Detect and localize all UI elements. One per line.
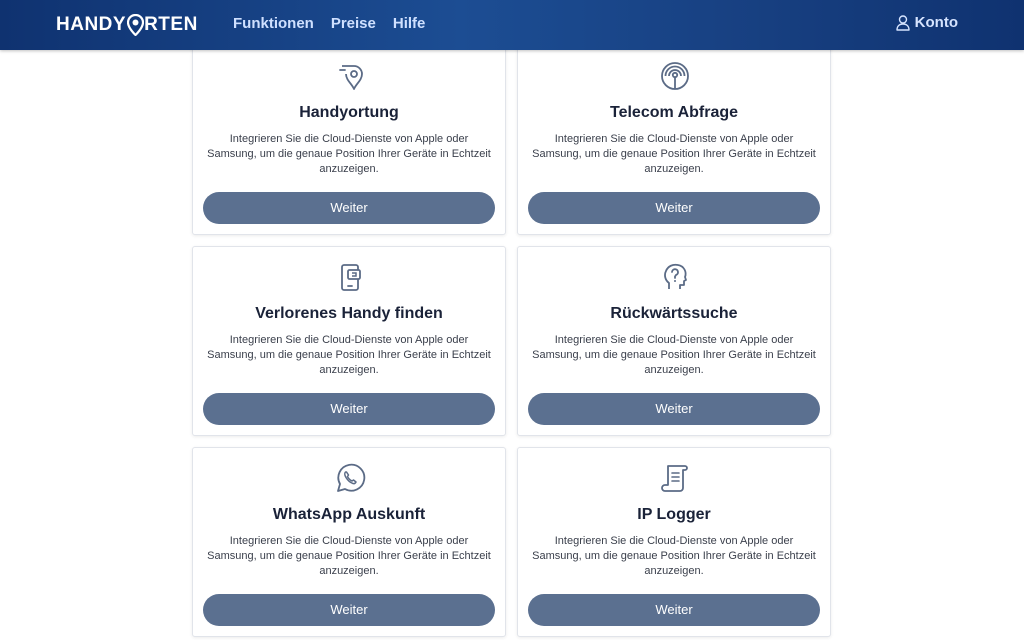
card-telecom-abfrage xyxy=(517,45,831,235)
top-navigation-bar xyxy=(0,0,1024,50)
card-title: Telecom Abfrage xyxy=(609,104,739,121)
card-handyortung xyxy=(192,45,506,235)
logo-text-left: HANDY xyxy=(56,14,127,35)
logo[interactable] xyxy=(56,12,198,38)
weiter-button[interactable]: Weiter xyxy=(203,393,495,425)
weiter-button[interactable]: Weiter xyxy=(203,192,495,224)
card-title: WhatsApp Auskunft xyxy=(272,506,426,523)
card-ip-logger xyxy=(517,447,831,637)
card-title: Verlorenes Handy finden xyxy=(255,305,443,322)
card-description: Integrieren Sie die Cloud-Dienste von Apple oder Samsung, um die genaue Position Ihrer Geräte in Echtzeit anzuzeigen. xyxy=(532,535,816,577)
card-description: Integrieren Sie die Cloud-Dienste von Apple oder Samsung, um die genaue Position Ihrer Geräte in Echtzeit anzuzeigen. xyxy=(207,334,491,376)
account-label: Konto xyxy=(914,14,958,31)
card-title: Handyortung xyxy=(299,104,399,121)
signal-tower-icon xyxy=(659,60,691,92)
card-description: Integrieren Sie die Cloud-Dienste von Apple oder Samsung, um die genaue Position Ihrer Geräte in Echtzeit anzuzeigen. xyxy=(532,334,816,376)
nav-funktionen[interactable]: Funktionen xyxy=(233,15,314,32)
card-verlorenes-handy xyxy=(192,246,506,436)
weiter-button[interactable]: Weiter xyxy=(528,393,820,425)
weiter-button[interactable]: Weiter xyxy=(203,594,495,626)
weiter-button[interactable]: Weiter xyxy=(528,594,820,626)
lost-phone-icon xyxy=(334,261,366,293)
nav-hilfe[interactable]: Hilfe xyxy=(392,15,426,32)
whatsapp-icon xyxy=(334,462,366,494)
card-description: Integrieren Sie die Cloud-Dienste von Apple oder Samsung, um die genaue Position Ihrer Geräte in Echtzeit anzuzeigen. xyxy=(207,133,491,175)
document-scroll-icon xyxy=(659,462,691,494)
user-icon xyxy=(896,15,910,31)
card-title: Rückwärtssuche xyxy=(610,305,738,322)
card-description: Integrieren Sie die Cloud-Dienste von Apple oder Samsung, um die genaue Position Ihrer Geräte in Echtzeit anzuzeigen. xyxy=(207,535,491,577)
logo-pin-icon xyxy=(127,14,144,36)
card-rueckwaertssuche xyxy=(517,246,831,436)
account-button[interactable] xyxy=(896,14,958,31)
nav-preise[interactable]: Preise xyxy=(330,15,376,32)
card-title: IP Logger xyxy=(637,506,711,523)
main-nav xyxy=(233,15,425,32)
logo-text-right: RTEN xyxy=(144,14,198,35)
card-description: Integrieren Sie die Cloud-Dienste von Apple oder Samsung, um die genaue Position Ihrer Geräte in Echtzeit anzuzeigen. xyxy=(532,133,816,175)
weiter-button[interactable]: Weiter xyxy=(528,192,820,224)
location-pin-icon xyxy=(334,60,366,92)
head-question-icon xyxy=(659,261,691,293)
card-whatsapp-auskunft xyxy=(192,447,506,637)
